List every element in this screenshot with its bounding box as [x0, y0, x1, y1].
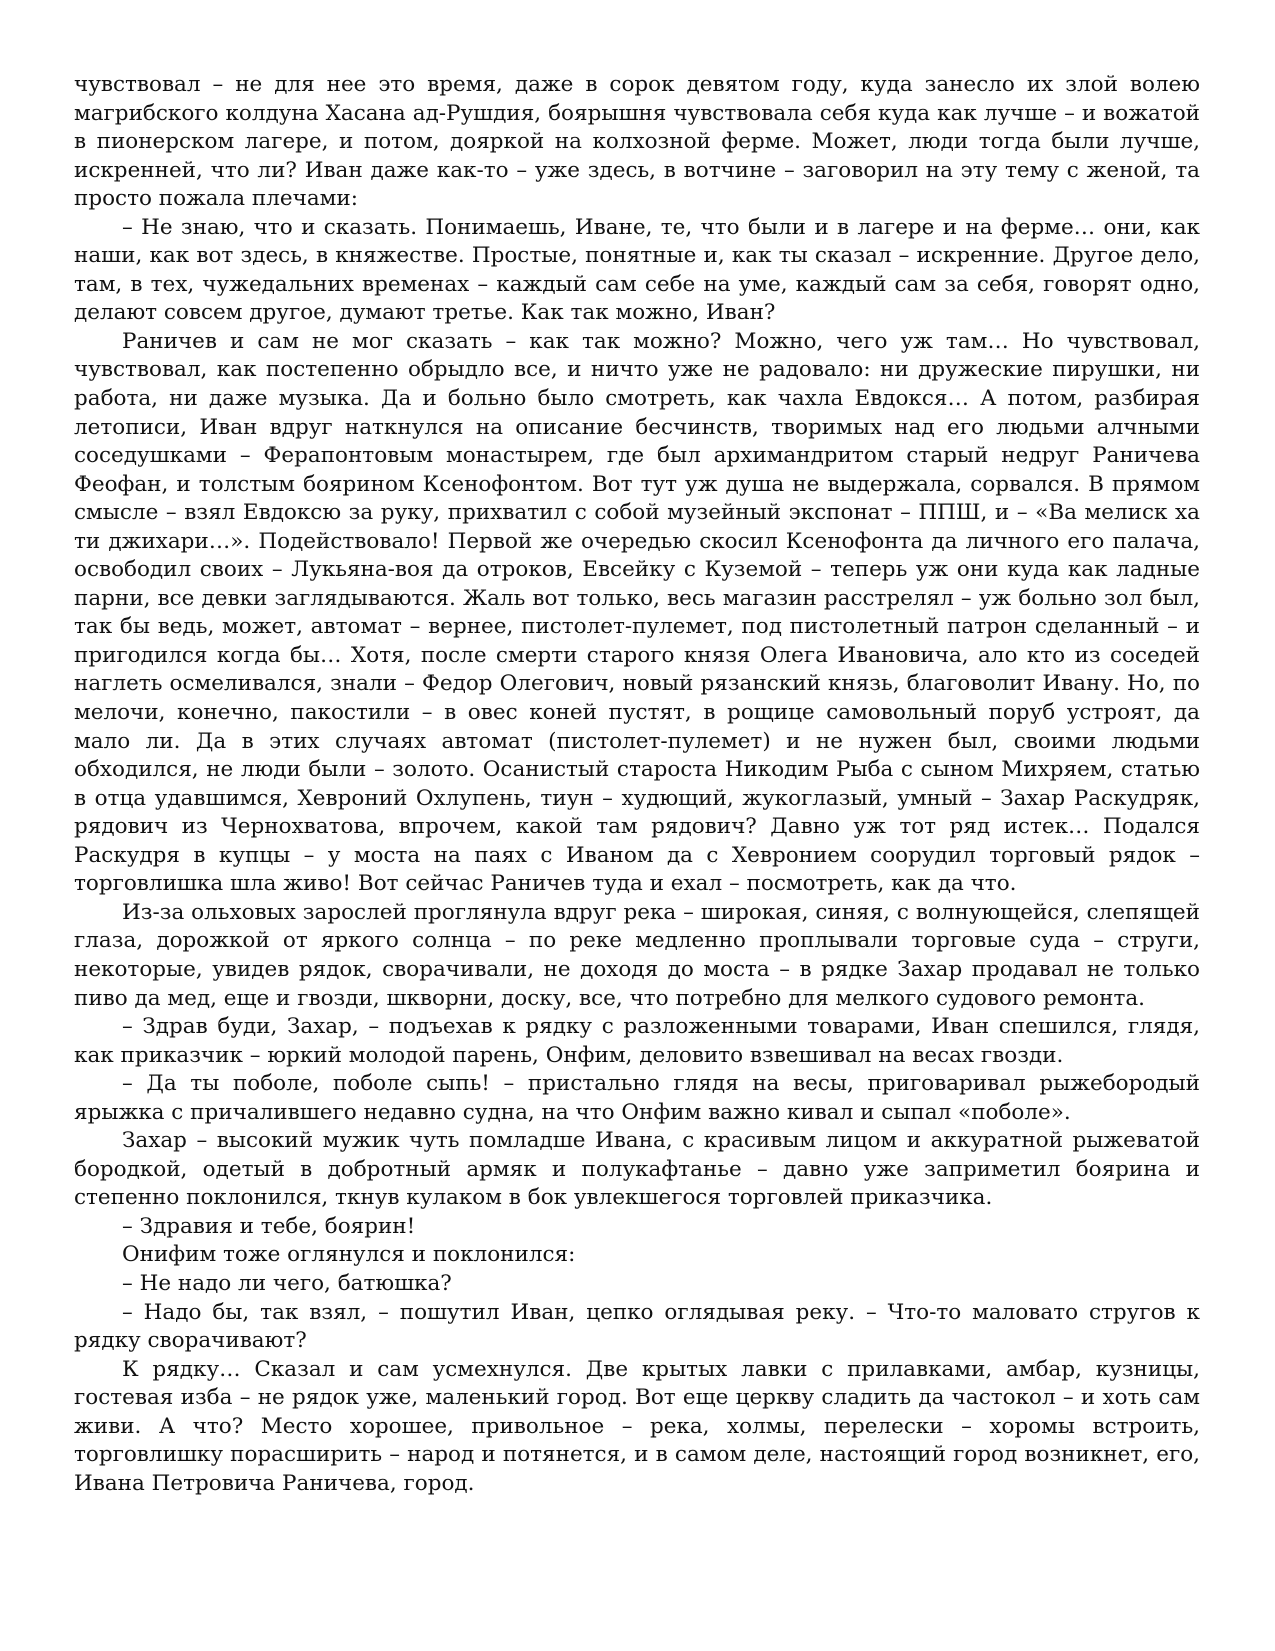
paragraph-zakhar-description: Захар – высокий мужик чуть помладше Ивана, с красивым лицом и аккуратной рыжеватой бородкой, одетый в добротный армяк и полукафтанье – давно уже заприметил боярина и степенно поклонился, ткнув кулаком в бок увлекшегося торговлей приказчика. [74, 1128, 1200, 1211]
paragraph-continuation: чувствовал – не для нее это время, даже в сорок девятом году, куда занесло их злой волею магрибского колдуна Хасана ад-Рушдия, боярышня чувствовала себя куда как лучше – и вожатой в пионерском лагере, и потом, дояркой на колхозной ферме. Может, люди тогда были лучше, искренней, что ли? Иван даже как-то – уже здесь, в вотчине – заговорил на эту тему с женой, та просто пожала плечами: [74, 72, 1200, 212]
paragraph-yaryzhka: – Да ты поболе, поболе сыпь! – пристально глядя на весы, приговаривал рыжебородый ярыжка с причалившего недавно судна, на что Онфим важно кивал и сыпал «поболе». [74, 1071, 1200, 1125]
paragraph-ivan-joke: – Надо бы, так взял, – пошутил Иван, цепко оглядывая реку. – Что-то маловато стругов к рядку сворачивают? [74, 1299, 1200, 1354]
paragraph-zakhar-reply: – Здравия и тебе, боярин! [122, 1213, 416, 1239]
paragraph-river: Из-за ольховых зарослей проглянула вдруг река – широкая, синяя, с волнующейся, слепящей глаза, дорожкой от яркого солнца – по реке медленно проплывали торговые суда – струги, некоторые, увидев рядок, сворачивали, не доходя до моста – в рядке Захар продавал не только пиво да мед, еще и гвозди, шкворни, доску, все, что потребно для мелкого судового ремонта. [74, 899, 1200, 1011]
paragraph-town-dream: К рядку… Сказал и сам усмехнулся. Две крытых лавки с прилавками, амбар, кузницы, гостевая изба – не рядок уже, маленький город. Вот еще церкву сладить да частокол – и хоть сам живи. А что? Место хорошее, привольное – река, холмы, перелески – хоромы встроить, торговлишку порасширить – народ и потянется, и в самом деле, настоящий город возникнет, его, Ивана Петровича Раничева, город. [74, 1356, 1200, 1496]
paragraph-ranichev-memory: Раничев и сам не мог сказать – как так можно? Можно, чего уж там… Но чувствовал, чувствовал, как постепенно обрыдло все, и ничто уже не радовало: ни дружеские пирушки, ни работа, ни даже музыка. Да и больно было смотреть, как чахла Евдокся… А потом, разбирая летописи, Иван вдруг наткнулся на описание бесчинств, творимых над его людьми алчными соседушками – Ферапонтовым монастырем, где был архимандритом старый недруг Раничева Феофан, и толстым боярином Ксенофонтом. Вот тут уж душа не выдержала, сорвался. В прямом смысле – взял Евдоксю за руку, прихватил с собой музейный экспонат – ППШ, и – «Ва мелиск ха ти джихари…». Подействовало! Первой же очередью скосил Ксенофонта да личного его палача, освободил своих – Лукьяна-воя да отроков, Евсейку с Куземой – теперь уж они куда как ладные парни, все девки заглядываются. Жаль вот только, весь магазин расстрелял – уж больно зол был, так бы ведь, может, автомат – вернее, пистолет-пулемет, под пистолетный патрон сделанный – и пригодился когда бы… Хотя, после смерти старого князя Олега Ивановича, ало кто из соседей наглеть осмеливался, знали – Федор Олегович, новый рязанский князь, благоволит Ивану. Но, по мелочи, конечно, пакостили – в овес коней пустят, в рощице самовольный поруб устроят, да мало ли. Да в этих случаях автомат (пистолет-пулемет) и не нужен был, своими людьми обходился, не люди были – золото. Осанистый староста Никодим Рыба с сыном Михряем, статью в отца удавшимся, Хевроний Охлупень, тиун – худющий, жукоглазый, умный – Захар Раскудряк, рядович из Чернохватова, впрочем, какой там рядович? Давно уж тот ряд истек… Подался Раскудря в купцы – у моста на паях с Иваном да с Хевронием соорудил торговый рядок – торговлишка шла живо! Вот сейчас Раничев туда и ехал – посмотреть, как да что. [74, 328, 1200, 897]
document-page [74, 71, 1200, 1498]
paragraph-greeting-zakhar: – Здрав буди, Захар, – подъехав к рядку с разложенными товарами, Иван спешился, глядя, как приказчик – юркий молодой парень, Онфим, деловито взвешивал на весах гвозди. [74, 1014, 1200, 1068]
paragraph-onifim-question: – Не надо ли чего, батюшка? [122, 1270, 452, 1296]
paragraph-dialogue-wife: – Не знаю, что и сказать. Понимаешь, Иване, те, что были и в лагере и на ферме… они, как наши, как вот здесь, в княжестве. Простые, понятные и, как ты сказал – искренние. Другое дело, там, в тех, чужедальних временах – каждый сам себе на уме, каждый сам за себя, говорят одно, делают совсем другое, думают третье. Как так можно, Иван? [74, 214, 1200, 326]
paragraph-onifim-bow: Онифим тоже оглянулся и поклонился: [122, 1242, 576, 1268]
